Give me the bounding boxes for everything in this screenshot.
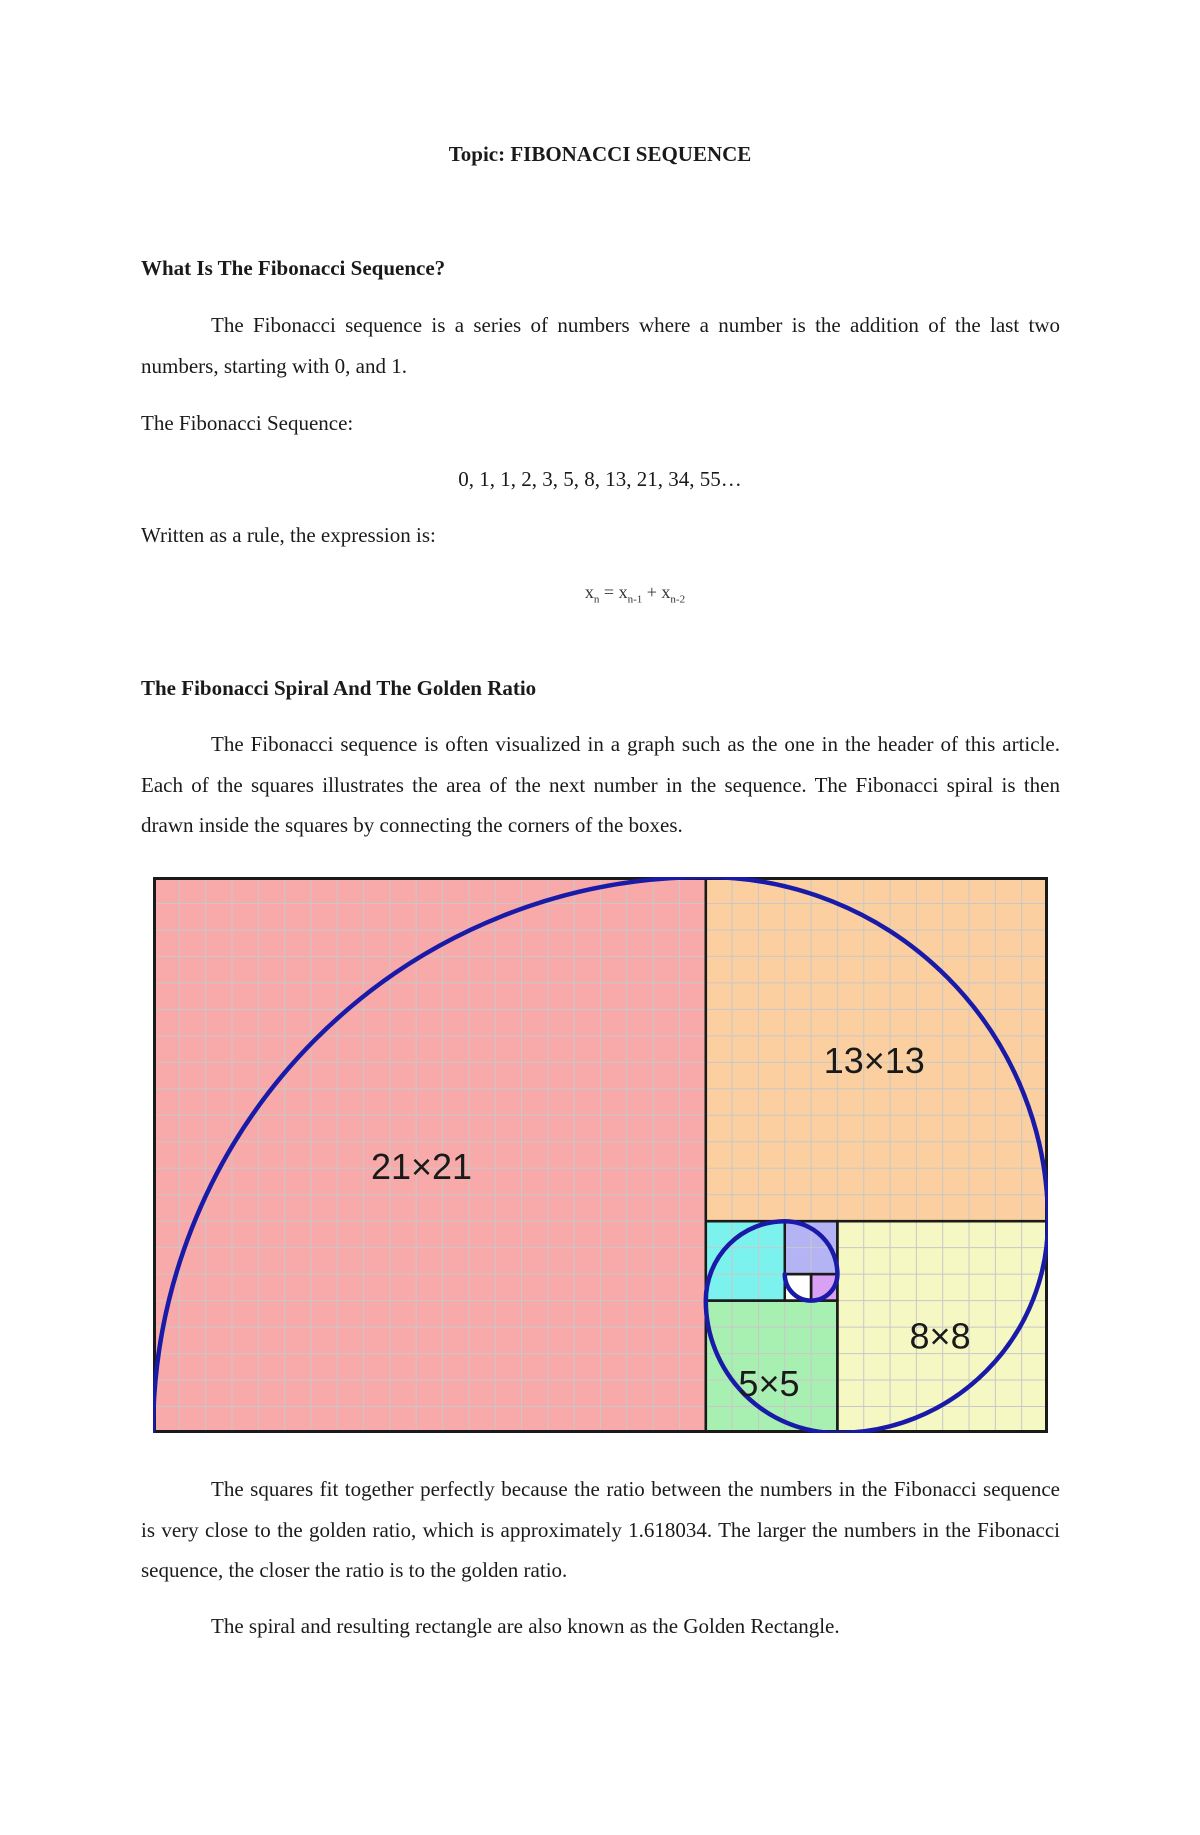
intro-paragraph-text: The Fibonacci sequence is a series of numbers where a number is the addition of the last two numbers, starting with 0, and 1. [141, 313, 1060, 378]
formula-term2-sub: n-2 [670, 593, 686, 606]
section-heading-what-is: What Is The Fibonacci Sequence? [141, 256, 446, 280]
label-13x13: 13×13 [823, 1039, 925, 1081]
fibonacci-sequence-values: 0, 1, 1, 2, 3, 5, 8, 13, 21, 34, 55… [458, 467, 742, 491]
section-heading-spiral: The Fibonacci Spiral And The Golden Ratio [141, 676, 537, 700]
recurrence-formula [0, 582, 1200, 606]
golden-rectangle-paragraph-text: The spiral and resulting rectangle are also known as the Golden Rectangle. [211, 1614, 840, 1638]
label-5x5: 5×5 [738, 1362, 800, 1404]
formula-lhs: x [584, 582, 594, 602]
fibonacci-spiral-diagram [153, 877, 1048, 1433]
rule-label: Written as a rule, the expression is: [141, 523, 436, 547]
formula-lhs-sub: n [593, 593, 600, 606]
formula-plus: + [642, 582, 662, 602]
formula-eq: = [599, 582, 619, 602]
formula-term1-sub: n-1 [627, 593, 643, 606]
golden-ratio-paragraph-text: The squares fit together perfectly because the ratio between the numbers in the Fibonacci sequence is very close to the golden ratio, which is approximately 1.618034. The larger the numbers in the Fibonacci sequence, the closer the ratio is to the golden ratio. [141, 1477, 1060, 1582]
page-title: Topic: FIBONACCI SEQUENCE [448, 142, 752, 166]
sequence-label: The Fibonacci Sequence: [141, 411, 354, 435]
golden-rectangle-paragraph [141, 1606, 1060, 1647]
label-21x21: 21×21 [370, 1145, 473, 1187]
formula-term2: x [661, 582, 671, 602]
fibonacci-spiral-figure [153, 877, 1048, 1433]
formula-term1: x [618, 582, 628, 602]
intro-paragraph [141, 305, 1060, 386]
golden-ratio-paragraph [141, 1469, 1060, 1591]
spiral-paragraph [141, 724, 1060, 846]
label-8x8: 8×8 [909, 1315, 971, 1357]
spiral-paragraph-text: The Fibonacci sequence is often visualized in a graph such as the one in the header of this article. Each of the squares illustrates the area of the next number in the sequence. The Fibonacci spiral is then drawn inside the squares by connecting the corners of the boxes. [141, 732, 1060, 837]
